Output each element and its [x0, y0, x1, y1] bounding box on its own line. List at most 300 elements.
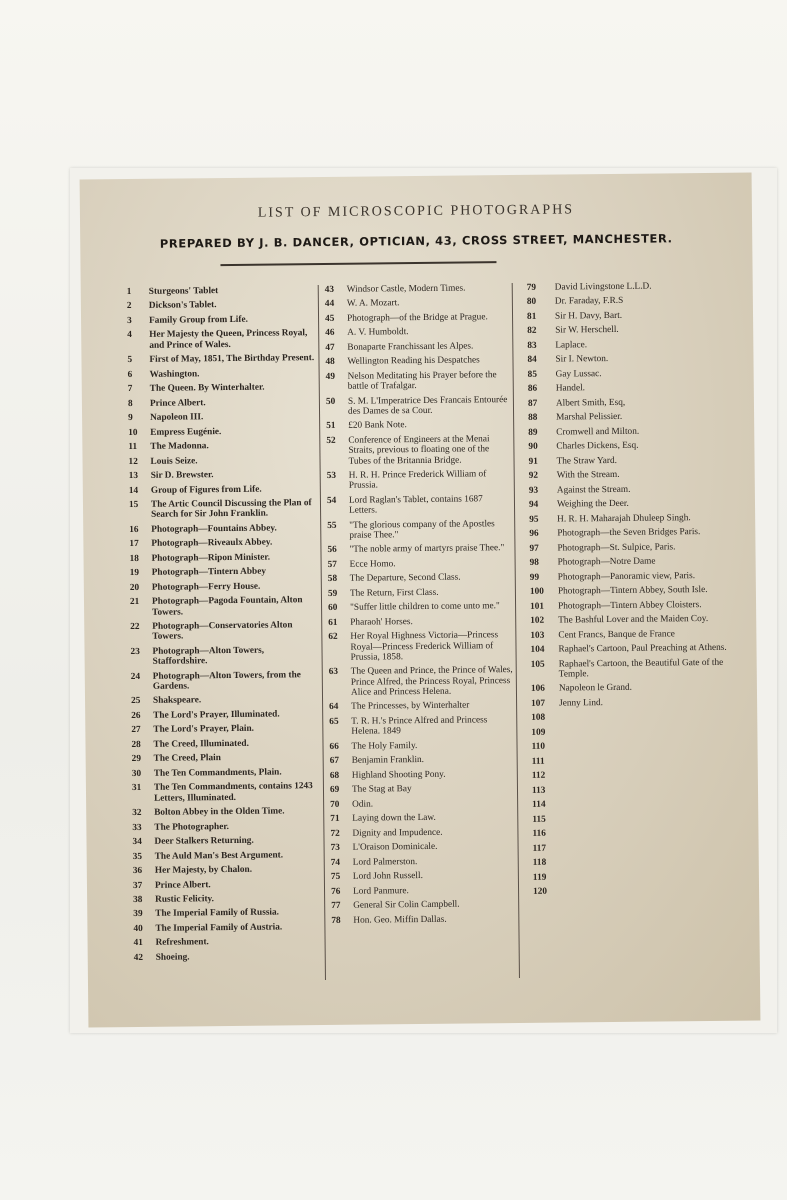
item-title: T. R. H.'s Prince Alfred and Princess Helena. 1849 — [351, 715, 488, 737]
item-title: Her Royal Highness Victoria—Princess Royal—Princess Frederick William of Prussia, 1858. — [350, 630, 499, 663]
list-item — [533, 841, 738, 853]
item-title: Prince Albert. — [154, 879, 211, 891]
list-item — [132, 781, 322, 804]
item-number: 61 — [328, 617, 338, 628]
item-title: Photograph—Alton Towers, from the Gardens. — [152, 669, 301, 692]
item-title — [561, 841, 738, 853]
item-title: Odin. — [352, 799, 374, 810]
item-number: 13 — [128, 471, 139, 482]
item-title: David Livingstone L.L.D. — [554, 281, 652, 293]
item-number: 9 — [128, 413, 133, 424]
item-number: 39 — [133, 909, 143, 920]
item-title: Raphael's Cartoon, Paul Preaching at Athens. — [558, 642, 727, 655]
item-title: H. R. H. Maharajah Dhuleep Singh. — [557, 512, 691, 525]
item-number: 89 — [528, 427, 538, 438]
item-title: First of May, 1851, The Birthday Present. — [149, 353, 315, 366]
item-number: 94 — [528, 500, 539, 511]
item-number: 70 — [330, 799, 340, 810]
item-number: 109 — [531, 727, 546, 738]
item-number: 15 — [128, 500, 139, 511]
item-title — [560, 754, 737, 766]
item-number: 117 — [532, 843, 547, 854]
list-item — [328, 630, 512, 663]
list-item — [531, 740, 736, 752]
item-number: 68 — [329, 770, 340, 781]
item-number: 83 — [527, 340, 537, 351]
item-title: Photograph—Ferry House. — [151, 581, 261, 593]
item-title: L'Oraison Dominicale. — [352, 841, 438, 853]
list-item — [128, 397, 318, 409]
item-number: 44 — [324, 299, 335, 310]
list-item — [128, 426, 318, 438]
list-item — [530, 614, 735, 626]
list-item — [325, 341, 509, 353]
item-title: Sir W. Herschell. — [555, 325, 619, 337]
item-number: 51 — [326, 421, 336, 432]
item-number: 100 — [529, 586, 544, 598]
list-item — [326, 434, 510, 467]
list-item — [328, 558, 512, 570]
item-title: Sir I. Newton. — [555, 354, 609, 365]
item-title: A. V. Humboldt. — [347, 327, 409, 339]
item-number: 96 — [529, 528, 539, 540]
item-title: Photograph—Pagoda Fountain, Alton Towers. — [151, 595, 303, 618]
item-title: The Queen and Prince, the Prince of Wales, Prince Alfred, the Princess Royal, Princess Alice and Princess Helena. — [350, 665, 513, 698]
item-number: 80 — [526, 297, 537, 308]
list-item — [330, 783, 514, 795]
list-item — [128, 368, 318, 380]
list-item — [530, 628, 735, 640]
list-item — [131, 709, 321, 721]
item-title — [561, 870, 738, 882]
item-title: Shakspeare. — [152, 695, 202, 707]
list-item — [531, 726, 736, 738]
item-number: 6 — [127, 369, 133, 380]
list-item — [127, 329, 317, 352]
item-number: 114 — [532, 799, 546, 811]
list-item — [132, 835, 322, 847]
item-title: Highland Shooting Pony. — [351, 769, 446, 781]
list-item — [327, 519, 511, 542]
item-title: The Departure, Second Class. — [349, 572, 461, 585]
item-number: 69 — [329, 785, 340, 796]
item-title: The Princesses, by Winterhalter — [351, 700, 470, 713]
item-number: 118 — [532, 857, 547, 869]
item-title: The Lord's Prayer, Illuminated. — [153, 709, 280, 721]
item-number: 73 — [330, 842, 340, 854]
list-item — [532, 783, 737, 795]
item-number: 34 — [132, 836, 142, 848]
item-title: The Creed, Illuminated. — [153, 738, 249, 750]
item-title: "The noble army of martyrs praise Thee." — [349, 543, 505, 556]
item-number: 17 — [129, 539, 139, 550]
list-item — [330, 754, 514, 766]
item-number: 36 — [132, 865, 143, 877]
list-item — [132, 821, 322, 833]
item-title: General Sir Colin Campbell. — [353, 899, 460, 911]
item-number: 28 — [131, 739, 141, 750]
item-number: 29 — [131, 754, 142, 765]
list-item — [128, 382, 318, 394]
item-title: Dignity and Impudence. — [352, 827, 443, 839]
list-item — [329, 740, 513, 752]
list-item — [531, 682, 736, 694]
item-title: Bonaparte Franchissant les Alpes. — [347, 341, 474, 353]
item-number: 63 — [328, 667, 339, 678]
list-item — [128, 440, 318, 452]
list-item — [133, 908, 323, 920]
list-item — [129, 484, 319, 496]
list-item — [133, 893, 323, 905]
item-number: 74 — [330, 857, 341, 868]
item-number: 43 — [324, 284, 335, 295]
list-item — [331, 841, 515, 853]
item-number: 76 — [330, 886, 341, 897]
item-number: 90 — [528, 442, 538, 453]
list-column-2 — [325, 283, 516, 930]
item-title: Photograph—Ripon Minister. — [151, 552, 271, 564]
item-number: 37 — [132, 880, 143, 891]
list-item — [328, 616, 512, 628]
item-title: The Bashful Lover and the Maiden Coy. — [558, 614, 709, 626]
item-title: Refreshment. — [155, 937, 209, 949]
item-title: Lord Palmerston. — [352, 856, 418, 868]
item-title: The Auld Man's Best Argument. — [154, 849, 284, 862]
list-item — [131, 670, 321, 693]
item-title: Photograph—Tintern Abbey, South Isle. — [557, 585, 708, 597]
item-number: 95 — [529, 514, 539, 525]
item-number: 108 — [531, 713, 546, 724]
item-title: The Return, First Class. — [349, 587, 439, 599]
item-number: 97 — [529, 543, 539, 554]
list-item — [327, 469, 511, 492]
item-title: The Ten Commandments, Plain. — [153, 767, 282, 779]
list-item — [527, 281, 732, 293]
item-title: The Stag at Bay — [351, 784, 412, 795]
item-title — [559, 740, 736, 752]
list-item — [331, 885, 515, 897]
item-title: The Imperial Family of Russia. — [155, 907, 280, 920]
item-title — [559, 711, 736, 723]
item-title: Handel. — [555, 383, 586, 394]
item-number: 110 — [531, 742, 546, 753]
item-title: Wellington Reading his Despatches — [347, 355, 480, 368]
list-item — [330, 827, 514, 839]
item-title: The Queen. By Winterhalter. — [149, 382, 265, 395]
item-number: 75 — [330, 871, 341, 883]
item-number: 3 — [127, 315, 132, 327]
item-number: 113 — [531, 785, 546, 796]
item-title: Sturgeons' Tablet — [148, 286, 219, 297]
list-item — [129, 469, 319, 481]
item-title: The Photographer. — [154, 821, 229, 833]
item-title — [560, 812, 737, 824]
document-sheet — [80, 173, 761, 1028]
list-item — [531, 711, 736, 723]
item-title: Photograph—the Seven Bridges Paris. — [557, 527, 701, 539]
list-item — [328, 587, 512, 599]
item-title: "The glorious company of the Apostles praise Thee." — [349, 518, 495, 541]
item-number: 58 — [327, 574, 338, 585]
item-title: Laplace. — [555, 340, 588, 351]
item-number: 91 — [528, 456, 538, 467]
item-title: Group of Figures from Life. — [150, 484, 262, 496]
item-number: 115 — [532, 814, 546, 825]
item-number: 47 — [325, 342, 335, 353]
item-number: 57 — [327, 559, 337, 570]
item-title: The Artic Council Discussing the Plan of Search for Sir John Franklin. — [150, 498, 312, 521]
item-number: 24 — [130, 671, 141, 682]
list-item — [329, 665, 513, 698]
item-number: 54 — [326, 495, 337, 506]
item-number: 102 — [530, 615, 545, 626]
item-number: 10 — [128, 427, 138, 438]
item-title: Dr. Faraday, F.R.S — [554, 296, 624, 308]
item-title: Photograph—Notre Dame — [557, 556, 656, 568]
list-item — [528, 368, 733, 380]
list-item — [529, 527, 734, 539]
item-title: Shoeing. — [155, 952, 190, 963]
item-number: 81 — [526, 311, 537, 322]
item-number: 14 — [128, 485, 139, 496]
item-title: The Straw Yard. — [556, 455, 618, 467]
item-number: 77 — [331, 900, 341, 911]
item-title: Hon. Geo. Miffin Dallas. — [353, 914, 447, 926]
item-title: Photograph—Alton Towers, Staffordshire. — [152, 645, 265, 667]
list-item — [131, 738, 321, 750]
item-title — [561, 856, 738, 868]
item-number: 46 — [325, 328, 335, 339]
list-item — [529, 512, 734, 524]
list-item — [330, 769, 514, 781]
item-number: 42 — [133, 952, 144, 963]
item-number: 49 — [325, 371, 336, 382]
list-item — [330, 812, 514, 824]
list-item — [130, 581, 320, 593]
item-title: Rustic Felicity. — [155, 894, 215, 905]
list-item — [325, 355, 509, 367]
item-number: 8 — [127, 398, 133, 409]
document-subtitle: PREPARED BY J. B. DANCER, OPTICIAN, 43, CROSS STREET, MANCHESTER. — [159, 231, 673, 251]
item-number: 65 — [329, 716, 339, 727]
item-number: 72 — [330, 828, 340, 839]
item-title: The Creed, Plain — [153, 753, 221, 765]
item-title: Napoleon le Grand. — [558, 683, 633, 694]
list-item — [325, 312, 509, 324]
item-title: Family Group from Life. — [149, 314, 248, 326]
list-item — [132, 806, 322, 818]
item-title: Pharaoh' Horses. — [350, 616, 413, 628]
item-title: Nelson Meditating his Prayer before the battle of Trafalgar. — [347, 370, 497, 392]
item-title: Napoleon III. — [150, 412, 204, 423]
item-number: 18 — [129, 553, 139, 564]
item-number: 92 — [528, 471, 539, 482]
list-item — [132, 752, 322, 764]
item-number: 64 — [329, 702, 339, 713]
item-number: 45 — [324, 313, 335, 324]
item-number: 20 — [129, 582, 140, 593]
list-item — [327, 543, 511, 555]
list-item — [130, 566, 320, 578]
item-number: 12 — [128, 456, 138, 467]
item-number: 25 — [130, 696, 141, 707]
item-title: Prince Albert. — [149, 397, 206, 409]
item-title: Dickson's Tablet. — [148, 300, 217, 312]
list-item — [130, 595, 320, 618]
item-title: Conference of Engineers at the Menai Straits, previous to floating one of the Tubes of the Britannia Bridge. — [348, 434, 490, 467]
list-item — [530, 599, 735, 611]
item-number: 103 — [530, 630, 545, 641]
list-item — [530, 556, 735, 568]
item-number: 48 — [325, 357, 335, 368]
item-number: 85 — [527, 369, 537, 380]
list-item — [128, 411, 318, 423]
item-title: Photograph—Tintern Abbey Cloisters. — [558, 599, 702, 612]
list-item — [331, 914, 515, 926]
list-item — [131, 694, 321, 706]
item-title: The Lord's Prayer, Plain. — [153, 724, 255, 736]
item-number: 40 — [133, 923, 143, 934]
list-item — [529, 498, 734, 510]
item-title: H. R. H. Prince Frederick William of Prussia. — [348, 469, 487, 492]
item-title: Against the Stream. — [556, 484, 631, 496]
list-item — [325, 327, 509, 339]
list-item — [527, 295, 732, 307]
item-title: Her Majesty the Queen, Princess Royal, and Prince of Wales. — [149, 328, 308, 351]
list-item — [132, 767, 322, 779]
item-number: 88 — [528, 413, 538, 424]
item-title — [560, 827, 737, 839]
item-number: 87 — [527, 398, 538, 409]
list-column-3 — [527, 281, 738, 902]
item-title: The Holy Family. — [351, 740, 418, 752]
list-item — [127, 300, 317, 312]
item-number: 116 — [532, 828, 546, 840]
item-number: 84 — [527, 355, 537, 366]
item-title: Her Majesty, by Chalon. — [154, 864, 253, 876]
list-item — [529, 469, 734, 481]
item-number: 71 — [330, 813, 340, 825]
item-number: 59 — [327, 588, 338, 599]
list-item — [133, 879, 323, 891]
list-item — [127, 353, 317, 365]
item-title: Marshal Pelissier. — [556, 412, 623, 423]
list-item — [528, 397, 733, 409]
item-number: 99 — [529, 572, 540, 583]
list-item — [134, 936, 324, 948]
list-item — [533, 870, 738, 882]
list-item — [528, 411, 733, 423]
item-title — [560, 769, 737, 781]
item-number: 2 — [126, 301, 132, 312]
item-title: The Imperial Family of Austria. — [155, 922, 283, 934]
item-number: 60 — [328, 603, 338, 614]
list-item — [331, 870, 515, 882]
list-item — [533, 856, 738, 868]
item-number: 111 — [531, 756, 545, 767]
item-title: Raphael's Cartoon, the Beautiful Gate of the Temple. — [558, 657, 724, 680]
list-item — [127, 285, 317, 297]
item-title: Sir D. Brewster. — [150, 470, 214, 481]
item-number: 66 — [329, 741, 339, 752]
item-title: Lord John Russell. — [352, 871, 423, 882]
list-item — [327, 494, 511, 517]
list-item — [133, 922, 323, 934]
item-title: Deer Stalkers Returning. — [154, 835, 254, 847]
item-title: W. A. Mozart. — [346, 298, 400, 310]
list-item — [326, 395, 510, 418]
list-item — [129, 523, 319, 535]
list-item — [328, 572, 512, 584]
item-number: 98 — [529, 557, 539, 569]
list-item — [532, 827, 737, 839]
item-number: 101 — [530, 601, 545, 612]
list-item — [127, 314, 317, 326]
item-number: 33 — [132, 822, 142, 833]
item-number: 21 — [129, 597, 140, 608]
list-item — [330, 798, 514, 810]
item-number: 112 — [531, 770, 546, 782]
list-item — [133, 850, 323, 862]
list-item — [527, 324, 732, 336]
item-number: 52 — [326, 435, 336, 446]
list-item — [528, 382, 733, 394]
item-number: 104 — [530, 644, 545, 655]
item-title: Laying down the Law. — [352, 812, 436, 824]
item-title: Lord Raglan's Tablet, contains 1687 Letters. — [348, 494, 483, 516]
list-item — [532, 812, 737, 824]
list-item — [325, 283, 509, 295]
item-title — [560, 783, 737, 795]
list-item — [329, 715, 513, 738]
item-number: 27 — [131, 725, 141, 736]
list-item — [530, 570, 735, 582]
item-title: Lord Panmure. — [352, 885, 409, 897]
list-item — [331, 899, 515, 911]
list-item — [528, 440, 733, 452]
list-item — [527, 310, 732, 322]
list-item — [532, 754, 737, 766]
item-title: Photograph—Panoramic view, Paris. — [557, 570, 696, 583]
list-item — [527, 353, 732, 365]
item-title: Cromwell and Milton. — [556, 426, 640, 438]
item-number: 67 — [329, 756, 340, 767]
list-item — [130, 620, 320, 643]
list-item — [331, 856, 515, 868]
item-title: Charles Dickens, Esq. — [556, 441, 639, 452]
item-number: 19 — [129, 568, 140, 579]
item-title: The Madonna. — [150, 441, 209, 452]
item-title: Jenny Lind. — [559, 697, 604, 709]
list-item — [531, 697, 736, 709]
item-number: 23 — [130, 646, 140, 657]
item-number: 31 — [131, 783, 142, 794]
list-item — [328, 601, 512, 613]
list-item — [529, 483, 734, 495]
item-title: Bolton Abbey in the Olden Time. — [154, 806, 285, 818]
item-number: 105 — [530, 659, 545, 670]
list-item — [129, 537, 319, 549]
list-item — [129, 498, 319, 521]
item-title: Photograph—of the Bridge at Prague. — [346, 312, 488, 324]
item-title — [560, 798, 737, 810]
item-number: 50 — [325, 396, 336, 407]
list-item — [528, 426, 733, 438]
item-number: 11 — [128, 442, 138, 453]
item-title: Windsor Castle, Modern Times. — [346, 283, 466, 295]
item-number: 106 — [530, 684, 545, 695]
list-item — [532, 769, 737, 781]
